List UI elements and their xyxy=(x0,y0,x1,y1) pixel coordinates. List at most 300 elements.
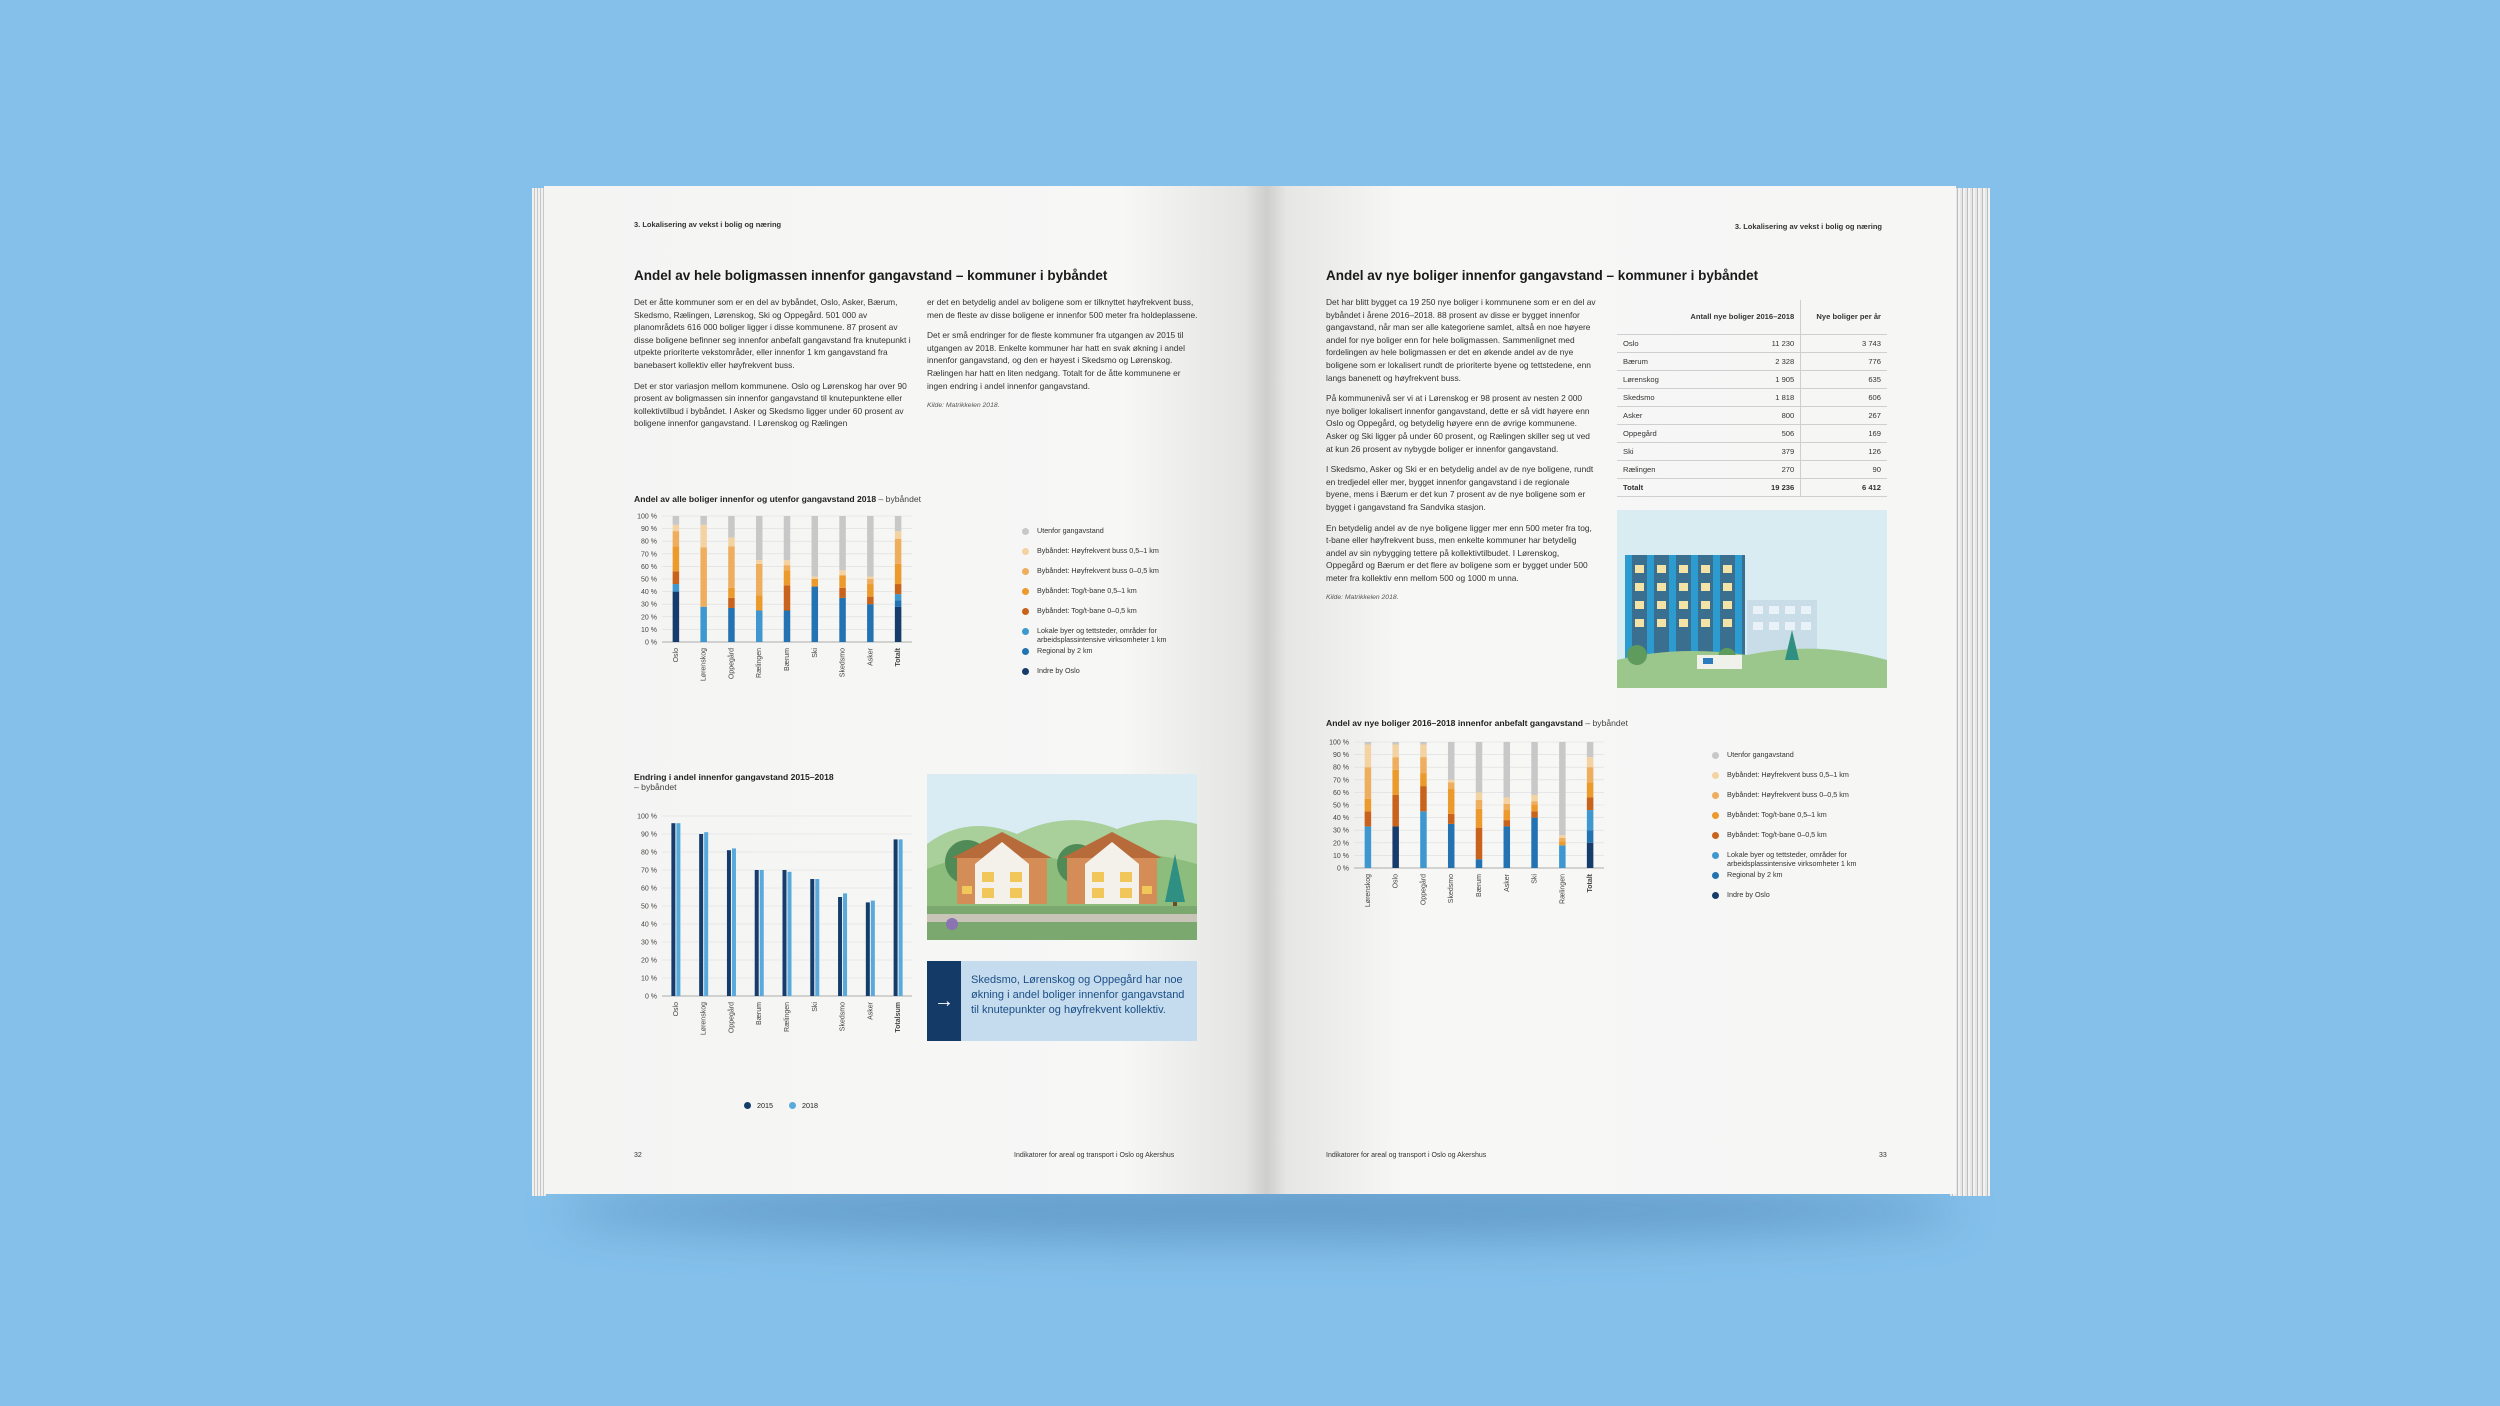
bar-segment xyxy=(1476,742,1483,792)
bar-segment xyxy=(1448,742,1455,780)
table-cell: 169 xyxy=(1801,425,1887,443)
y-tick-label: 50 % xyxy=(1333,802,1349,810)
table-row xyxy=(1617,443,1887,461)
bar-segment xyxy=(673,525,680,531)
bar-segment xyxy=(1392,826,1399,868)
chart3-title xyxy=(1326,718,1628,728)
bar-segment xyxy=(1504,820,1511,826)
table-cell: Oslo xyxy=(1617,335,1671,353)
chart1-title-text: Andel av alle boliger innenfor og utenfor gangavstand 2018 xyxy=(634,494,877,504)
y-tick-label: 40 % xyxy=(641,921,657,929)
legend-dot xyxy=(1022,528,1029,535)
source-note: Kilde: Matrikkelen 2018. xyxy=(927,402,1000,410)
y-tick-label: 0 % xyxy=(644,639,657,647)
paragraph: Det er små endringer for de fleste kommuner fra utgangen av 2015 til utgangen av 2018. Enkelte kommuner har hatt en svak økning i andel innenfor gangavstand, og den er høyest i Skedsmo og Lørenskog. Rælingen har hatt en liten nedgang. Totalt for de åtte kommunene er ingen endring i andel innenfor gangavstand. xyxy=(927,330,1185,391)
table-row xyxy=(1617,335,1887,353)
table-cell: Totalt xyxy=(1617,479,1671,497)
bar xyxy=(727,850,731,996)
bar xyxy=(755,870,759,996)
table-cell: 506 xyxy=(1671,425,1801,443)
y-tick-label: 100 % xyxy=(637,513,657,521)
x-tick-label: Asker xyxy=(867,648,875,666)
x-tick-label: Ski xyxy=(1531,874,1539,884)
bar-segment xyxy=(895,516,902,531)
legend-label: Indre by Oslo xyxy=(1037,666,1080,675)
bar-segment xyxy=(839,570,846,575)
table-row xyxy=(1617,479,1887,497)
bar-segment xyxy=(784,585,791,610)
bar-segment xyxy=(895,607,902,642)
bar-segment xyxy=(673,546,680,571)
y-tick-label: 10 % xyxy=(641,626,657,634)
bar-segment xyxy=(1420,786,1427,811)
callout-text: Skedsmo, Lørenskog og Oppegård har noe økning i andel boliger innenfor gangavstand til knutepunkter og høyfrekvent kollektiv. xyxy=(971,974,1185,1016)
bar-segment xyxy=(673,571,680,584)
legend-label: Bybåndet: Tog/t-bane 0–0,5 km xyxy=(1037,606,1137,615)
bar-segment xyxy=(1392,742,1399,745)
y-tick-label: 90 % xyxy=(641,831,657,839)
table-header xyxy=(1617,300,1671,335)
apartment-building-illustration xyxy=(1617,510,1887,688)
table-header-row xyxy=(1617,300,1887,335)
legend-item xyxy=(1712,890,1912,910)
x-tick-label: Totalsum xyxy=(895,1002,903,1033)
table-cell: 270 xyxy=(1671,461,1801,479)
bar-segment xyxy=(1420,774,1427,787)
bar-segment xyxy=(895,594,902,600)
y-tick-label: 50 % xyxy=(641,903,657,911)
x-tick-label: Ski xyxy=(811,1002,819,1012)
y-tick-label: 70 % xyxy=(1333,777,1349,785)
legend-label: Utenfor gangavstand xyxy=(1037,526,1104,535)
paragraph: Det er åtte kommuner som er en del av bybåndet, Oslo, Asker, Bærum, Skedsmo, Rælingen, Lørenskog, Ski og Oppegård. 501 000 av planområdets 616 000 boliger ligger i disse kommunene. 87 prosent av disse boligene befinner seg innenfor anbefalt gangavstand fra knutepunkt i utpekte prioriterte vekstområder, eller innenfor 1 km gangavstand fra banebasert kollektiv eller høyfrekvent buss. xyxy=(634,297,911,370)
y-tick-label: 40 % xyxy=(1333,815,1349,823)
bar-segment xyxy=(1448,780,1455,783)
bar-segment xyxy=(1365,742,1372,745)
y-tick-label: 90 % xyxy=(641,526,657,534)
bar-segment xyxy=(1587,757,1594,767)
bar-segment xyxy=(673,531,680,546)
table-cell: 3 743 xyxy=(1801,335,1887,353)
paragraph: er det en betydelig andel av boligene som er tilknyttet høyfrekvent buss, men de fleste av disse boligene er innenfor 500 meter fra holdeplassene. xyxy=(927,297,1198,320)
bar-segment xyxy=(867,597,874,605)
legend-dot xyxy=(789,1102,796,1109)
legend-item xyxy=(1712,770,1912,790)
legend-label: Bybåndet: Tog/t-bane 0,5–1 km xyxy=(1727,810,1827,819)
y-tick-label: 0 % xyxy=(1336,865,1349,873)
bar-segment xyxy=(673,592,680,642)
legend-item-2015 xyxy=(744,1101,773,1110)
legend-dot xyxy=(1712,812,1719,819)
bar-segment xyxy=(867,584,874,597)
table-row xyxy=(1617,425,1887,443)
chart1-title xyxy=(634,494,921,504)
legend-label: Lokale byer og tettsteder, områder for arbeidsplassintensive virksomheter 1 km xyxy=(1727,850,1857,868)
bar-segment xyxy=(1587,843,1594,868)
bar-segment xyxy=(756,564,763,596)
bar-segment xyxy=(728,516,735,537)
table-body xyxy=(1617,335,1887,497)
legend-dot xyxy=(1022,648,1029,655)
bar-segment xyxy=(867,604,874,642)
bar-segment xyxy=(700,548,707,607)
legend-item xyxy=(1022,666,1212,686)
x-tick-label: Lørenskog xyxy=(700,1002,708,1036)
legend-label: Indre by Oslo xyxy=(1727,890,1770,899)
x-tick-label: Skedsmo xyxy=(1448,874,1456,904)
paragraph: Det er stor variasjon mellom kommunene. Oslo og Lørenskog har over 90 prosent av boligmassen sin innenfor gangavstand til knutepunktene eller kollektivtilbud i bybåndet. I Asker og Skedsmo ligger under 60 prosent av boligene innenfor gangavstand. I Lørenskog og Rælingen xyxy=(634,380,907,429)
bar xyxy=(732,848,736,996)
bar-segment xyxy=(867,576,874,579)
table-cell: Lørenskog xyxy=(1617,371,1671,389)
bar-segment xyxy=(1392,770,1399,795)
bar-segment xyxy=(1587,830,1594,843)
bar xyxy=(843,893,847,996)
table-header: Antall nye boliger 2016–2018 xyxy=(1671,300,1801,335)
legend-dot xyxy=(1022,588,1029,595)
y-tick-label: 30 % xyxy=(1333,827,1349,835)
bar-segment xyxy=(1504,810,1511,820)
bar-segment xyxy=(1448,782,1455,788)
y-tick-label: 20 % xyxy=(641,614,657,622)
bar xyxy=(671,823,675,996)
bar-segment xyxy=(812,576,819,579)
page-number: 33 xyxy=(1879,1152,1887,1159)
bar-segment xyxy=(839,516,846,570)
bar-segment xyxy=(1365,811,1372,826)
bar-segment xyxy=(728,546,735,588)
y-tick-label: 10 % xyxy=(1333,852,1349,860)
bar-segment xyxy=(756,611,763,643)
bar-segment xyxy=(1531,805,1538,811)
x-tick-label: Lørenskog xyxy=(700,648,708,682)
legend-label: Bybåndet: Høyfrekvent buss 0–0,5 km xyxy=(1727,790,1849,799)
bar xyxy=(704,832,708,996)
table-cell: 776 xyxy=(1801,353,1887,371)
legend-label: Bybåndet: Høyfrekvent buss 0–0,5 km xyxy=(1037,566,1159,575)
paragraph: I Skedsmo, Asker og Ski er en betydelig andel av de nye boligene, rundt en tredjedel eller mer, bygget innenfor gangavstand i de regionale byene, mens i Bærum er det kun 7 prosent av de nye boligene som er bygget i gangavstand fra Sandvika stasjon. xyxy=(1326,464,1594,512)
bar xyxy=(783,870,787,996)
bar-segment xyxy=(1587,782,1594,797)
text-column xyxy=(1326,296,1596,605)
bar-segment xyxy=(1531,742,1538,795)
bar-segment xyxy=(1504,742,1511,797)
callout-box xyxy=(927,961,1197,1041)
bar-segment xyxy=(1476,800,1483,809)
chart1-subtitle: – bybåndet xyxy=(878,494,922,504)
footer-title: Indikatorer for areal og transport i Oslo og Akershus xyxy=(1014,1152,1175,1159)
bar-segment xyxy=(728,608,735,642)
footer-title: Indikatorer for areal og transport i Oslo og Akershus xyxy=(1326,1152,1487,1159)
legend-label: Bybåndet: Tog/t-bane 0,5–1 km xyxy=(1037,586,1137,595)
bar-segment xyxy=(895,584,902,594)
x-tick-label: Oppegård xyxy=(1420,874,1428,906)
table-cell: Ski xyxy=(1617,443,1671,461)
y-tick-label: 20 % xyxy=(641,957,657,965)
page-number: 32 xyxy=(634,1152,642,1159)
legend-item xyxy=(1712,830,1912,850)
bar-segment xyxy=(1559,742,1566,835)
paragraph: Det har blitt bygget ca 19 250 nye boliger i kommunene som er en del av bybåndet i årene 2016–2018. 88 prosent av disse er bygget innenfor gangavstand, når man ser alle kategoriene samlet, altså en noe høyere andel for nye boliger enn for hele boligmassen. Sammenlignet med fordelingen av hele boligmassen er det en økende andel av de nye boligene som er lokalisert rundt de prioriterte byene og tettstedene, enn langs banenett og høyfrekvent buss. xyxy=(1326,297,1596,383)
x-tick-label: Ski xyxy=(811,648,819,658)
y-tick-label: 30 % xyxy=(641,601,657,609)
bar-segment xyxy=(784,611,791,643)
legend-label: Lokale byer og tettsteder, områder for arbeidsplassintensive virksomheter 1 km xyxy=(1037,626,1167,644)
bar-segment xyxy=(839,575,846,588)
table-cell: 379 xyxy=(1671,443,1801,461)
bar-segment xyxy=(1365,767,1372,799)
legend-dot xyxy=(1022,548,1029,555)
chart2-legend xyxy=(744,1101,818,1110)
bar-segment xyxy=(700,607,707,642)
legend-item-2018 xyxy=(789,1101,818,1110)
bar xyxy=(760,870,764,996)
legend-item xyxy=(1022,626,1212,646)
bar-segment xyxy=(867,516,874,576)
bar-segment xyxy=(895,600,902,606)
y-tick-label: 0 % xyxy=(644,993,657,1001)
chart2-title-text: Endring i andel innenfor gangavstand 2015–2018 xyxy=(634,772,834,782)
chart1-stacked-bar xyxy=(628,508,918,698)
x-tick-label: Skedsmo xyxy=(839,1002,847,1032)
bar xyxy=(676,823,680,996)
bar-segment xyxy=(728,598,735,608)
chart2-subtitle: – bybåndet xyxy=(634,782,677,792)
bar-segment xyxy=(839,588,846,598)
table-row xyxy=(1617,389,1887,407)
legend-label: 2018 xyxy=(802,1101,818,1110)
legend-item xyxy=(1712,810,1912,830)
bar-segment xyxy=(1531,801,1538,805)
running-head: 3. Lokalisering av vekst i bolig og næring xyxy=(1734,222,1882,231)
paragraph: En betydelig andel av de nye boligene ligger mer enn 500 meter fra tog, t-bane eller høyfrekvent buss, men enkelte kommuner har betydelig andel av sin nybygging tettere på kollektivtilbudet. I Lørenskog, Oppegård og Bærum er det flere av boligene som er bygget under 500 meter fra kollektiv enn mellom 500 og 1000 m unna. xyxy=(1326,522,1592,583)
bar-segment xyxy=(700,525,707,548)
bar-segment xyxy=(756,560,763,564)
bar-segment xyxy=(895,564,902,584)
y-tick-label: 70 % xyxy=(641,867,657,875)
legend-item xyxy=(1712,870,1912,890)
right-page xyxy=(1266,186,1956,1194)
bar xyxy=(899,839,903,996)
legend-dot xyxy=(1712,852,1719,859)
page-edges-right xyxy=(1950,188,1990,1196)
y-tick-label: 100 % xyxy=(637,813,657,821)
bar-segment xyxy=(673,516,680,525)
table-cell: 800 xyxy=(1671,407,1801,425)
left-page xyxy=(544,186,1266,1194)
x-tick-label: Asker xyxy=(867,1002,875,1020)
page-heading: Andel av nye boliger innenfor gangavstand – kommuner i bybåndet xyxy=(1326,268,1759,283)
source-note: Kilde: Matrikkelen 2018. xyxy=(1326,594,1399,602)
chart3-legend xyxy=(1712,750,1912,910)
legend-item xyxy=(1022,586,1212,606)
bar-segment xyxy=(1420,742,1427,745)
bar-segment xyxy=(756,595,763,610)
legend-item xyxy=(1712,750,1912,770)
bar-segment xyxy=(867,579,874,584)
bar-segment xyxy=(1476,828,1483,860)
bar-segment xyxy=(1392,795,1399,827)
bar-segment xyxy=(812,579,819,587)
bar-segment xyxy=(1420,811,1427,868)
houses-illustration xyxy=(927,774,1197,940)
legend-dot xyxy=(1022,568,1029,575)
bar-segment xyxy=(756,516,763,560)
table-row xyxy=(1617,461,1887,479)
bar-segment xyxy=(1559,838,1566,842)
y-tick-label: 80 % xyxy=(641,849,657,857)
bar xyxy=(866,902,870,996)
y-tick-label: 40 % xyxy=(641,589,657,597)
chart2-title xyxy=(634,772,894,792)
table-cell: Skedsmo xyxy=(1617,389,1671,407)
table-cell: 19 236 xyxy=(1671,479,1801,497)
y-tick-label: 70 % xyxy=(641,551,657,559)
y-tick-label: 30 % xyxy=(641,939,657,947)
x-tick-label: Oslo xyxy=(672,648,680,663)
table-cell: 6 412 xyxy=(1801,479,1887,497)
arrow-right-icon: → xyxy=(927,961,961,1041)
bar-segment xyxy=(1448,789,1455,814)
y-tick-label: 50 % xyxy=(641,576,657,584)
table-row xyxy=(1617,407,1887,425)
chart3-subtitle: – bybåndet xyxy=(1585,718,1628,728)
bar xyxy=(838,897,842,996)
bar-segment xyxy=(1365,799,1372,812)
bar-segment xyxy=(1587,810,1594,830)
bar-segment xyxy=(895,531,902,539)
bar-segment xyxy=(1420,745,1427,758)
bar-segment xyxy=(895,539,902,564)
bar-segment xyxy=(1448,824,1455,868)
legend-label: Bybåndet: Høyfrekvent buss 0,5–1 km xyxy=(1727,770,1849,779)
chart3-stacked-bar xyxy=(1320,734,1620,924)
legend-label: Bybåndet: Høyfrekvent buss 0,5–1 km xyxy=(1037,546,1159,555)
bar-segment xyxy=(1504,804,1511,810)
bar-segment xyxy=(1587,742,1594,757)
y-tick-label: 80 % xyxy=(641,538,657,546)
table-row xyxy=(1617,371,1887,389)
text-column-2 xyxy=(927,296,1199,413)
x-tick-label: Oslo xyxy=(672,1002,680,1017)
x-tick-label: Oppegård xyxy=(728,648,736,680)
legend-dot xyxy=(1712,772,1719,779)
legend-label: Regional by 2 km xyxy=(1037,646,1093,655)
y-tick-label: 20 % xyxy=(1333,840,1349,848)
legend-item xyxy=(1022,606,1212,626)
bar xyxy=(871,901,875,996)
x-tick-label: Bærum xyxy=(756,1002,764,1025)
bar-segment xyxy=(839,598,846,642)
bar-segment xyxy=(784,565,791,570)
bar-segment xyxy=(1531,818,1538,868)
legend-label: Regional by 2 km xyxy=(1727,870,1783,879)
chart1-legend xyxy=(1022,526,1212,686)
x-tick-label: Bærum xyxy=(784,648,791,671)
bar-segment xyxy=(728,588,735,598)
bar-segment xyxy=(1559,845,1566,868)
bar xyxy=(894,839,898,996)
legend-dot xyxy=(1022,668,1029,675)
legend-dot xyxy=(1712,752,1719,759)
table-cell: 1 818 xyxy=(1671,389,1801,407)
bar-segment xyxy=(812,587,819,642)
legend-item xyxy=(1022,646,1212,666)
bar xyxy=(815,879,819,996)
legend-dot xyxy=(1712,872,1719,879)
bar-segment xyxy=(1420,757,1427,773)
table-cell: Rælingen xyxy=(1617,461,1671,479)
y-tick-label: 90 % xyxy=(1333,752,1349,760)
legend-dot xyxy=(1712,792,1719,799)
y-tick-label: 100 % xyxy=(1329,739,1349,747)
bar-segment xyxy=(1476,792,1483,800)
x-tick-label: Totalt xyxy=(895,648,903,667)
legend-item xyxy=(1712,850,1912,870)
legend-dot xyxy=(744,1102,751,1109)
bar-segment xyxy=(1531,795,1538,801)
bar xyxy=(788,872,792,996)
bar-segment xyxy=(673,584,680,592)
legend-label: Bybåndet: Tog/t-bane 0–0,5 km xyxy=(1727,830,1827,839)
legend-label: 2015 xyxy=(757,1101,773,1110)
bar-segment xyxy=(784,516,791,560)
bar-segment xyxy=(1448,814,1455,824)
bar-segment xyxy=(1365,745,1372,768)
y-tick-label: 60 % xyxy=(641,563,657,571)
bar-segment xyxy=(1392,757,1399,770)
paragraph: På kommunenivå ser vi at i Lørenskog er 98 prosent av nesten 2 000 nye boliger lokalisert innenfor gangavstand, dette er så vidt høyere enn Oslo og Oppegård, og betydelig høyere enn de øvrige kommunene. Asker og Ski ligger på under 60 prosent, og Rælingen skiller seg ut ved at kun 26 prosent av nybygde boliger er innenfor gangavstand. xyxy=(1326,393,1590,454)
page-heading: Andel av hele boligmassen innenfor gangavstand – kommuner i bybåndet xyxy=(634,268,1108,283)
chart3-title-text: Andel av nye boliger 2016–2018 innenfor anbefalt gangavstand xyxy=(1326,718,1583,728)
bar-segment xyxy=(700,516,707,525)
chart2-grouped-bar xyxy=(628,808,918,1036)
x-tick-label: Rælingen xyxy=(756,648,764,678)
bar-segment xyxy=(812,516,819,576)
y-tick-label: 60 % xyxy=(1333,789,1349,797)
table-cell: Bærum xyxy=(1617,353,1671,371)
table-cell: Oppegård xyxy=(1617,425,1671,443)
table-row xyxy=(1617,353,1887,371)
bar xyxy=(810,879,814,996)
legend-item xyxy=(1022,546,1212,566)
table-cell: 606 xyxy=(1801,389,1887,407)
bar-segment xyxy=(1392,745,1399,758)
x-tick-label: Asker xyxy=(1503,874,1511,892)
bar-segment xyxy=(1476,809,1483,828)
running-head: 3. Lokalisering av vekst i bolig og næring xyxy=(634,220,782,229)
x-tick-label: Bærum xyxy=(1476,874,1483,897)
legend-label: Utenfor gangavstand xyxy=(1727,750,1794,759)
text-column-1 xyxy=(634,296,914,438)
x-tick-label: Rælingen xyxy=(1559,874,1567,904)
legend-dot xyxy=(1712,832,1719,839)
table-cell: 2 328 xyxy=(1671,353,1801,371)
table-cell: 635 xyxy=(1801,371,1887,389)
bar-segment xyxy=(1559,835,1566,838)
table-cell: 126 xyxy=(1801,443,1887,461)
y-tick-label: 10 % xyxy=(641,975,657,983)
legend-dot xyxy=(1022,608,1029,615)
x-tick-label: Rælingen xyxy=(784,1002,791,1032)
legend-dot xyxy=(1022,628,1029,635)
x-tick-label: Oppegård xyxy=(728,1002,736,1034)
table-cell: 1 905 xyxy=(1671,371,1801,389)
bar-segment xyxy=(1504,826,1511,868)
bar-segment xyxy=(1559,842,1566,846)
bar-segment xyxy=(728,537,735,546)
legend-dot xyxy=(1712,892,1719,899)
